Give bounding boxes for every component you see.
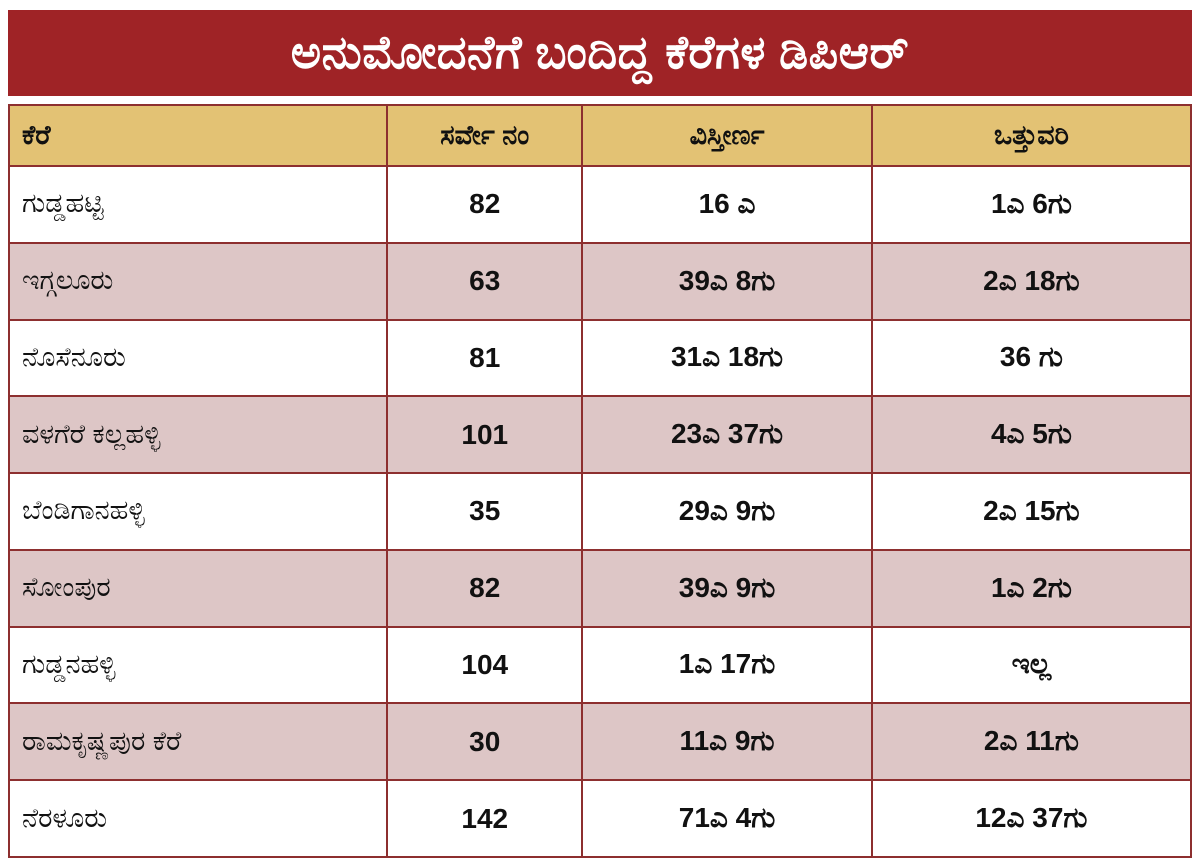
cell-lake-name: ಗುಡ್ಡನಹಳ್ಳಿ bbox=[9, 627, 387, 704]
cell-encroachment: ಇಲ್ಲ bbox=[872, 627, 1191, 704]
cell-area: 71ಎ 4ಗು bbox=[582, 780, 872, 857]
cell-survey-no: 82 bbox=[387, 166, 582, 243]
cell-lake-name: ರಾಮಕೃಷ್ಣಪುರ ಕೆರೆ bbox=[9, 703, 387, 780]
cell-survey-no: 82 bbox=[387, 550, 582, 627]
cell-area: 39ಎ 9ಗು bbox=[582, 550, 872, 627]
cell-survey-no: 142 bbox=[387, 780, 582, 857]
cell-survey-no: 30 bbox=[387, 703, 582, 780]
cell-lake-name: ನೊಸೆನೂರು bbox=[9, 320, 387, 397]
cell-area: 39ಎ 8ಗು bbox=[582, 243, 872, 320]
cell-encroachment: 2ಎ 18ಗು bbox=[872, 243, 1191, 320]
cell-encroachment: 1ಎ 6ಗು bbox=[872, 166, 1191, 243]
cell-area: 16 ಎ bbox=[582, 166, 872, 243]
table-header-row bbox=[9, 105, 1191, 166]
cell-survey-no: 104 bbox=[387, 627, 582, 704]
cell-encroachment: 12ಎ 37ಗು bbox=[872, 780, 1191, 857]
cell-lake-name: ಸೋಂಪುರ bbox=[9, 550, 387, 627]
table-body bbox=[9, 166, 1191, 857]
cell-survey-no: 35 bbox=[387, 473, 582, 550]
column-header-encroachment: ಒತ್ತುವರಿ bbox=[872, 105, 1191, 166]
table-header bbox=[9, 105, 1191, 166]
cell-encroachment: 2ಎ 11ಗು bbox=[872, 703, 1191, 780]
page-title: ಅನುಮೋದನೆಗೆ ಬಂದಿದ್ದ ಕೆರೆಗಳ ಡಿಪಿಆರ್ bbox=[8, 10, 1192, 96]
cell-lake-name: ಗುಡ್ಡಹಟ್ಟಿ bbox=[9, 166, 387, 243]
table-row bbox=[9, 703, 1191, 780]
column-header-survey-no: ಸರ್ವೇ ನಂ bbox=[387, 105, 582, 166]
cell-area: 23ಎ 37ಗು bbox=[582, 396, 872, 473]
cell-lake-name: ಇಗ್ಗಲೂರು bbox=[9, 243, 387, 320]
cell-encroachment: 2ಎ 15ಗು bbox=[872, 473, 1191, 550]
table-row bbox=[9, 243, 1191, 320]
cell-encroachment: 4ಎ 5ಗು bbox=[872, 396, 1191, 473]
lake-dpr-table bbox=[8, 104, 1192, 858]
cell-encroachment: 1ಎ 2ಗು bbox=[872, 550, 1191, 627]
table-row bbox=[9, 780, 1191, 857]
cell-area: 29ಎ 9ಗು bbox=[582, 473, 872, 550]
table-row bbox=[9, 166, 1191, 243]
table-row bbox=[9, 396, 1191, 473]
table-row bbox=[9, 320, 1191, 397]
cell-survey-no: 101 bbox=[387, 396, 582, 473]
cell-encroachment: 36 ಗು bbox=[872, 320, 1191, 397]
column-header-lake: ಕೆರೆ bbox=[9, 105, 387, 166]
column-header-area: ವಿಸ್ತೀರ್ಣ bbox=[582, 105, 872, 166]
cell-lake-name: ನೆರಳೂರು bbox=[9, 780, 387, 857]
table-row bbox=[9, 550, 1191, 627]
cell-area: 31ಎ 18ಗು bbox=[582, 320, 872, 397]
cell-lake-name: ಬೆಂಡಿಗಾನಹಳ್ಳಿ bbox=[9, 473, 387, 550]
cell-area: 1ಎ 17ಗು bbox=[582, 627, 872, 704]
cell-survey-no: 81 bbox=[387, 320, 582, 397]
cell-survey-no: 63 bbox=[387, 243, 582, 320]
table-row bbox=[9, 473, 1191, 550]
cell-area: 11ಎ 9ಗು bbox=[582, 703, 872, 780]
cell-lake-name: ವಳಗೆರೆ ಕಲ್ಲಹಳ್ಳಿ bbox=[9, 396, 387, 473]
table-row bbox=[9, 627, 1191, 704]
